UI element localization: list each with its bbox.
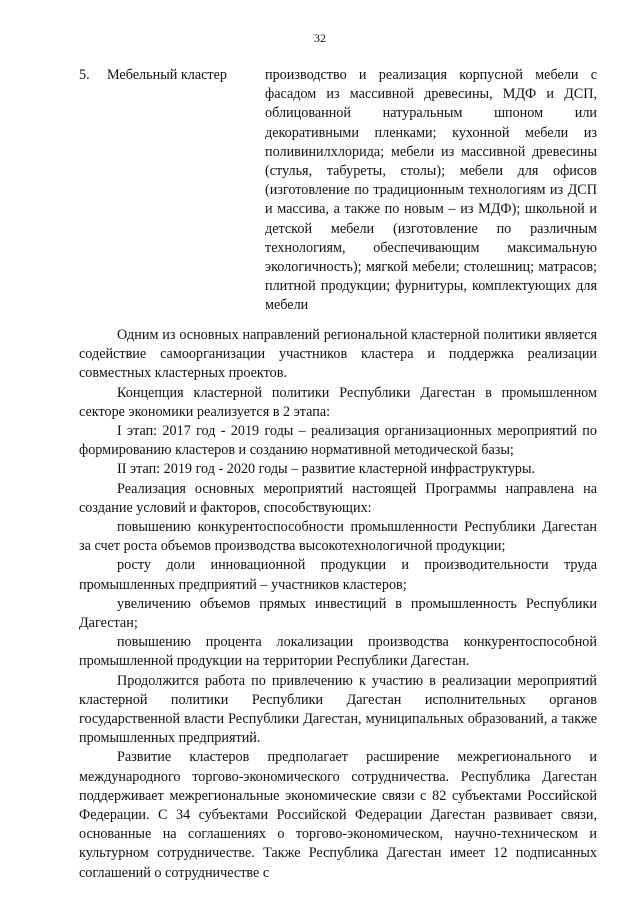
paragraph: Концепция кластерной политики Республики Дагестан в промышленном секторе экономики реализуется в 2 этапа: — [79, 384, 597, 420]
paragraph: II этап: 2019 год - 2020 годы – развитие кластерной инфраструктуры. — [117, 461, 536, 478]
page-number: 32 — [314, 31, 326, 45]
paragraph: росту доли инновационной продукции и производительности труда промышленных предприятий – участников кластеров; — [79, 557, 597, 593]
paragraph: Продолжится работа по привлечению к участию в реализации мероприятий кластерной политики Республики Дагестан исполнительных органов государственной власти Республики Дагестан, муниципальных образований, а также промышленных предприятий. — [79, 672, 597, 747]
paragraph: I этап: 2017 год - 2019 годы – реализация организационных мероприятий по формированию кластеров и созданию нормативной методической базы; — [79, 423, 597, 459]
cluster-description: производство и реализация корпусной мебели с фасадом из массивной древесины, МДФ и ДСП, облицованной натуральным шпоном или декоративными пленками; кухонной мебели из поливинилхлорида; мебели из массивной древесины (стулья, табуреты, столы); мебели для офисов (изготовление по традиционным технологиям из ДСП и массива, а также по новым – из МДФ); школьной и детской мебели (изготовление по различным технологиям, обеспечивающим максимальную экологичность); мягкой мебели; столешниц; матрасов; плитной продукции; фурнитуры, комплектующих для мебели — [265, 67, 597, 314]
cluster-name: Мебельный кластер — [107, 67, 228, 83]
body-text — [79, 326, 597, 883]
paragraph: Одним из основных направлений региональной кластерной политики является содействие самоорганизации участников кластера и поддержка реализации совместных кластерных проектов. — [79, 327, 597, 382]
paragraph: повышению конкурентоспособности промышленности Республики Дагестан за счет роста объемов производства высокотехнологичной продукции; — [79, 519, 597, 555]
row-number: 5. — [79, 67, 90, 83]
paragraph: повышению процента локализации производства конкурентоспособной промышленной продукции на территории Республики Дагестан. — [79, 634, 597, 670]
paragraph: Реализация основных мероприятий настоящей Программы направлена на создание условий и факторов, способствующих: — [79, 480, 597, 516]
paragraph: увеличению объемов прямых инвестиций в промышленность Республики Дагестан; — [79, 595, 597, 632]
table-row — [79, 66, 599, 316]
paragraph: Развитие кластеров предполагает расширение межрегионального и международного торгово-экономического сотрудничества. Республика Дагестан поддерживает межрегиональные экономические связи с 82 субъектами Российской Федерации. С 34 субъектами Российской Федерации Дагестан развивает связи, основанные на соглашениях о торгово-экономическом, научно-техническом и культурном сотрудничестве. Также Республика Дагестан имеет 12 подписанных соглашений о сотрудничестве с — [79, 749, 597, 881]
